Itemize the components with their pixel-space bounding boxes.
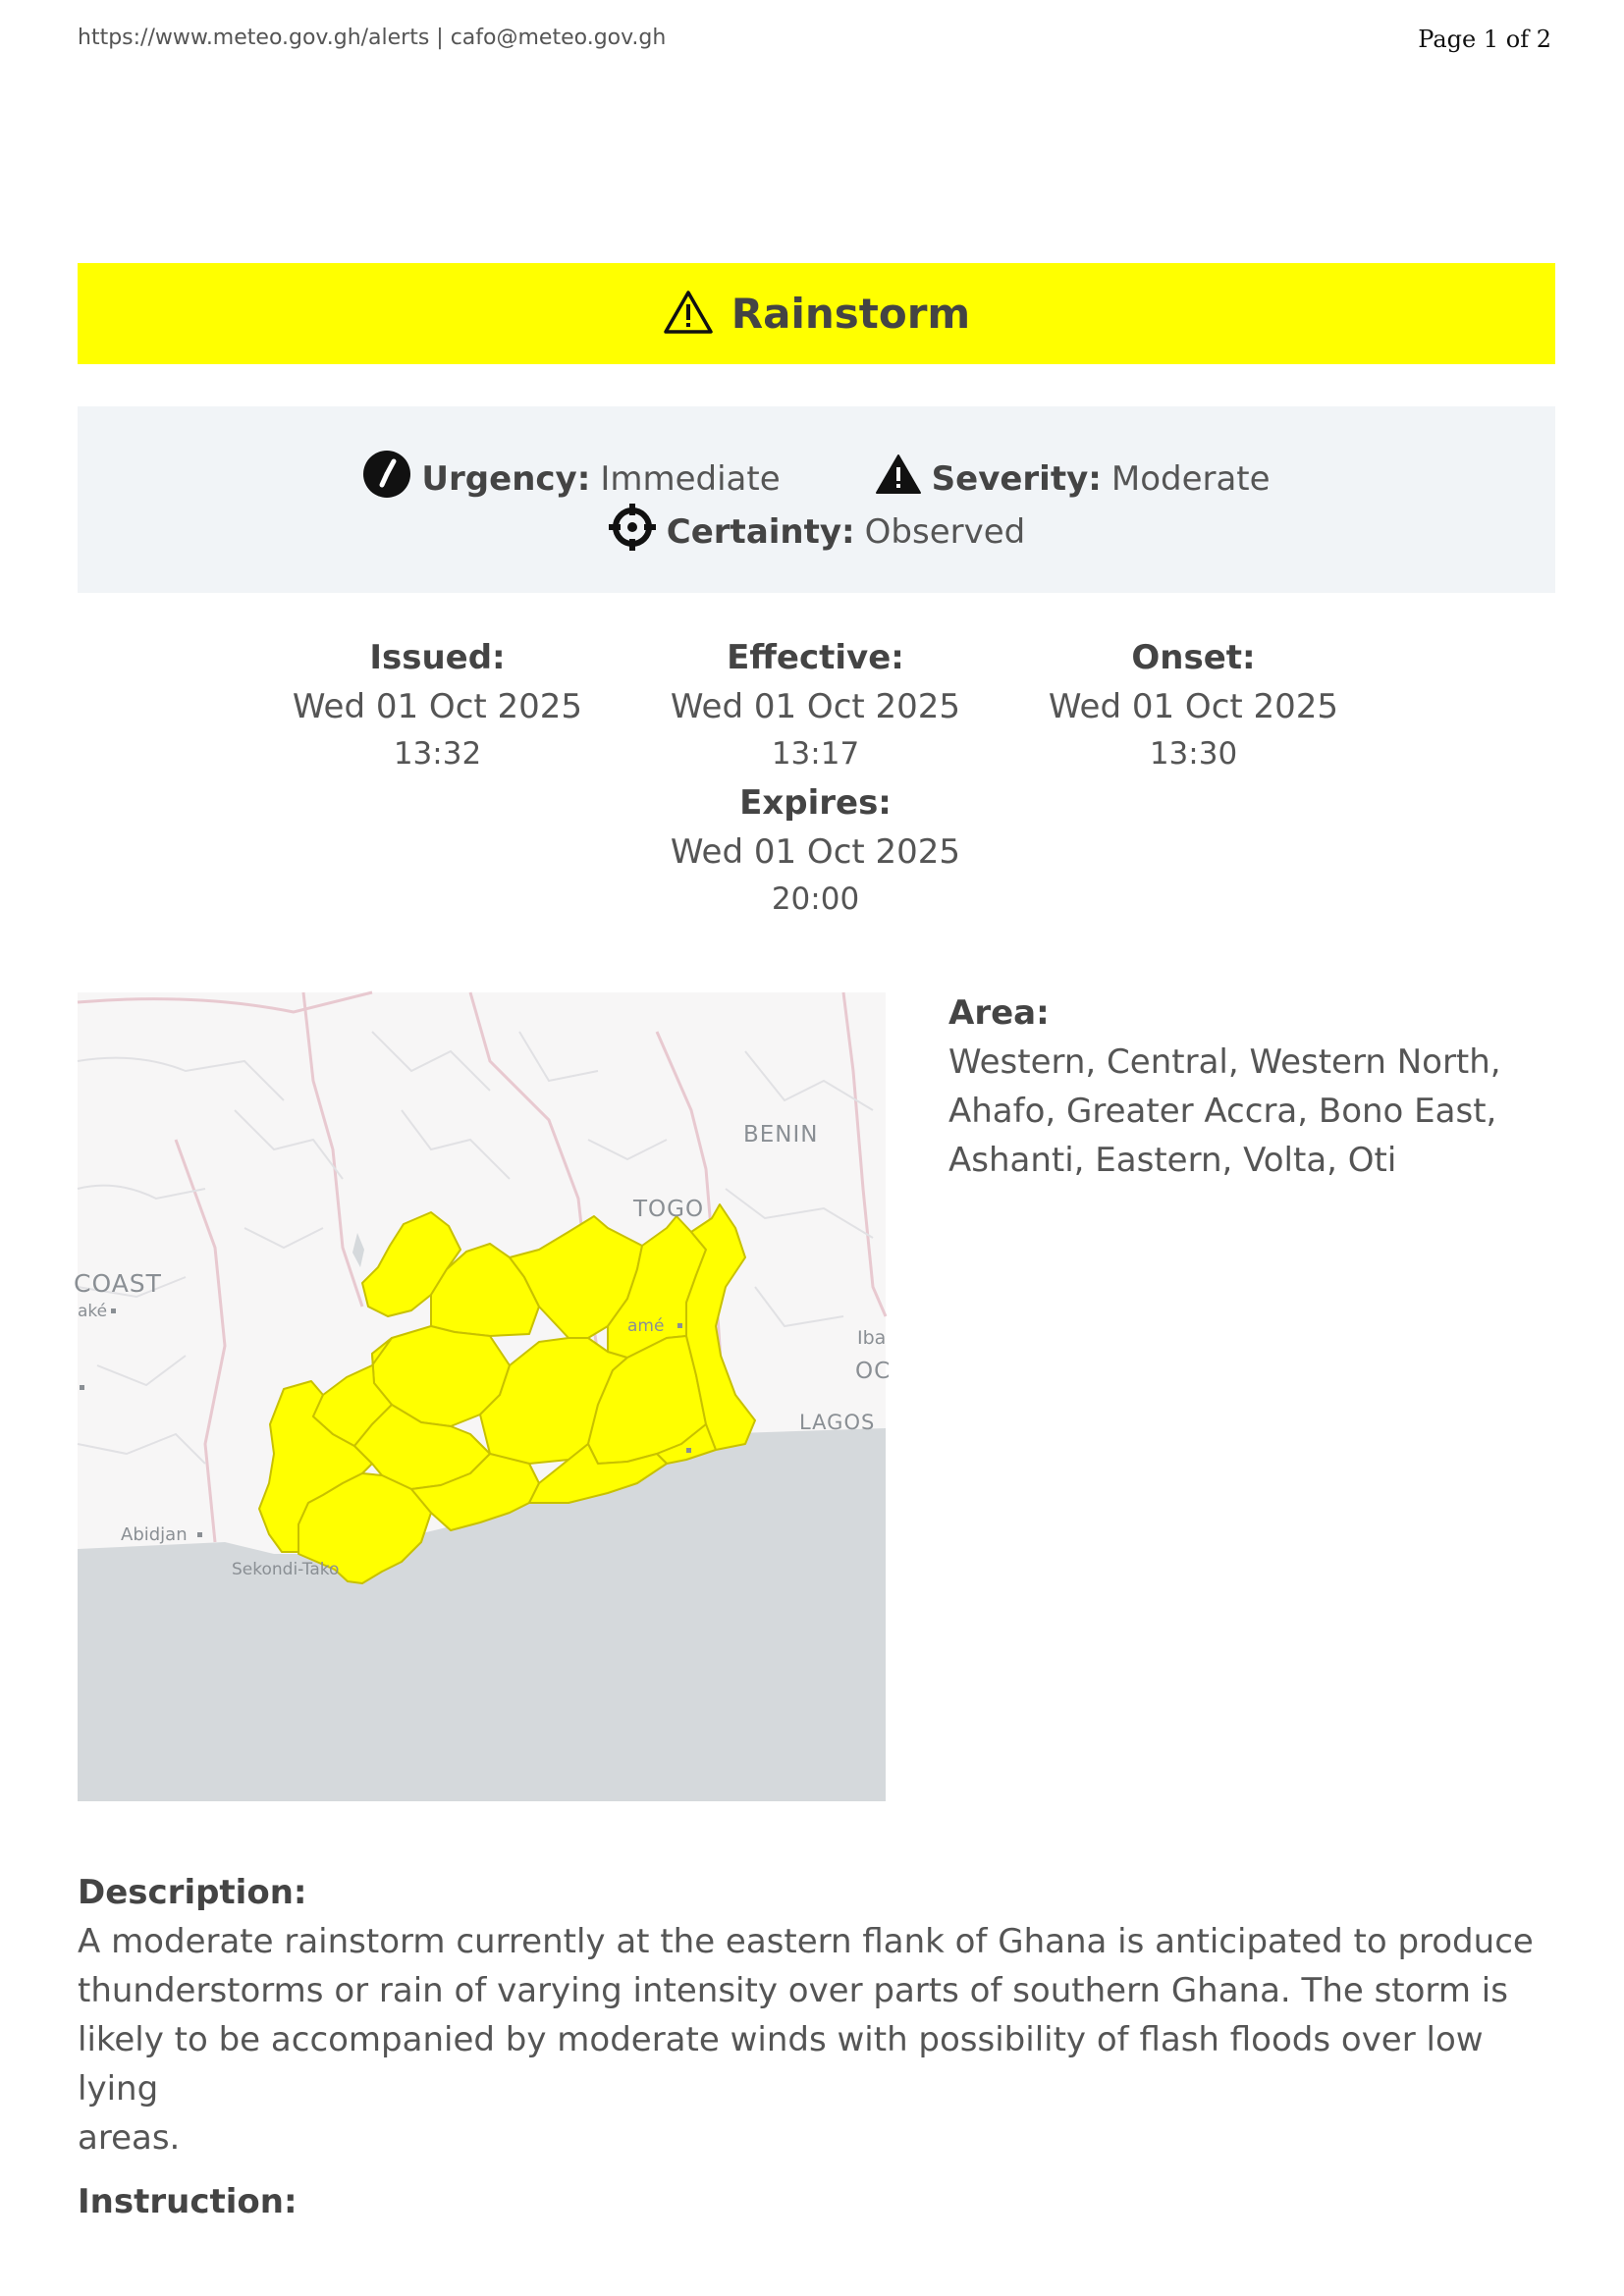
map-label-lome: amé	[627, 1316, 665, 1336]
description-line: A moderate rainstorm currently at the eastern flank of Ghana is anticipated to produce	[78, 1922, 1534, 1961]
area-line: Ahafo, Greater Accra, Bono East,	[948, 1092, 1497, 1131]
description-line: thunderstorms or rain of varying intensity over parts of southern Ghana. The storm is	[78, 1971, 1508, 2010]
severity-item	[875, 454, 1271, 504]
issued-block	[248, 633, 626, 776]
description-line: likely to be accompanied by moderate winds with possibility of flash floods over low lying	[78, 2020, 1484, 2109]
alert-area-map	[74, 992, 892, 1801]
area-label: Area:	[948, 993, 1050, 1033]
map-label-togo: TOGO	[633, 1197, 705, 1222]
severity-value: Moderate	[1110, 458, 1271, 499]
expires-time: 20:00	[771, 881, 860, 917]
description-line: areas.	[78, 2118, 181, 2158]
description-section	[78, 1868, 1560, 2163]
certainty-item	[608, 503, 1025, 561]
map-label-iba: Iba	[857, 1327, 887, 1349]
map-label-oc: OC	[855, 1359, 892, 1384]
area-section	[948, 988, 1557, 1185]
issued-label: Issued:	[369, 638, 506, 677]
map-label-ake: aké	[78, 1302, 108, 1321]
expires-day: Wed 01 Oct 2025	[670, 832, 961, 872]
urgency-value: Immediate	[600, 458, 781, 499]
map-label-abidjan: Abidjan	[121, 1524, 188, 1545]
area-line: Ashanti, Eastern, Volta, Oti	[948, 1141, 1397, 1180]
onset-label: Onset:	[1131, 638, 1256, 677]
onset-time: 13:30	[1149, 736, 1238, 772]
certainty-label: Certainty:	[666, 511, 855, 552]
onset-day: Wed 01 Oct 2025	[1048, 687, 1339, 726]
effective-block	[626, 633, 1004, 776]
effective-time: 13:17	[771, 736, 860, 772]
crosshair-icon	[608, 503, 657, 561]
description-label: Description:	[78, 1873, 307, 1912]
warning-triangle-icon	[663, 290, 714, 339]
alert-banner	[78, 263, 1555, 364]
area-line: Western, Central, Western North,	[948, 1042, 1501, 1082]
urgency-item	[362, 450, 780, 507]
issued-time: 13:32	[393, 736, 482, 772]
certainty-value: Observed	[864, 511, 1026, 552]
map-label-benin: BENIN	[743, 1122, 819, 1148]
header-source: https://www.meteo.gov.gh/alerts | cafo@meteo.gov.gh	[78, 26, 667, 50]
map-label-sekondi: Sekondi-Tako	[232, 1560, 340, 1579]
instruction-label: Instruction:	[78, 2182, 298, 2221]
map-label-coast: COAST	[74, 1269, 162, 1298]
warning-filled-icon	[875, 454, 922, 504]
alert-title: Rainstorm	[731, 290, 971, 338]
effective-day: Wed 01 Oct 2025	[670, 687, 961, 726]
page-number: Page 1 of 2	[1418, 26, 1551, 53]
urgency-label: Urgency:	[421, 458, 591, 499]
alert-summary	[78, 406, 1555, 593]
issued-day: Wed 01 Oct 2025	[292, 687, 583, 726]
effective-label: Effective:	[727, 638, 904, 677]
expires-block	[626, 778, 1004, 922]
onset-block	[1004, 633, 1382, 776]
expires-label: Expires:	[739, 783, 892, 823]
clock-icon	[362, 450, 411, 507]
map-label-lagos: LAGOS	[799, 1411, 876, 1434]
severity-label: Severity:	[931, 458, 1102, 499]
